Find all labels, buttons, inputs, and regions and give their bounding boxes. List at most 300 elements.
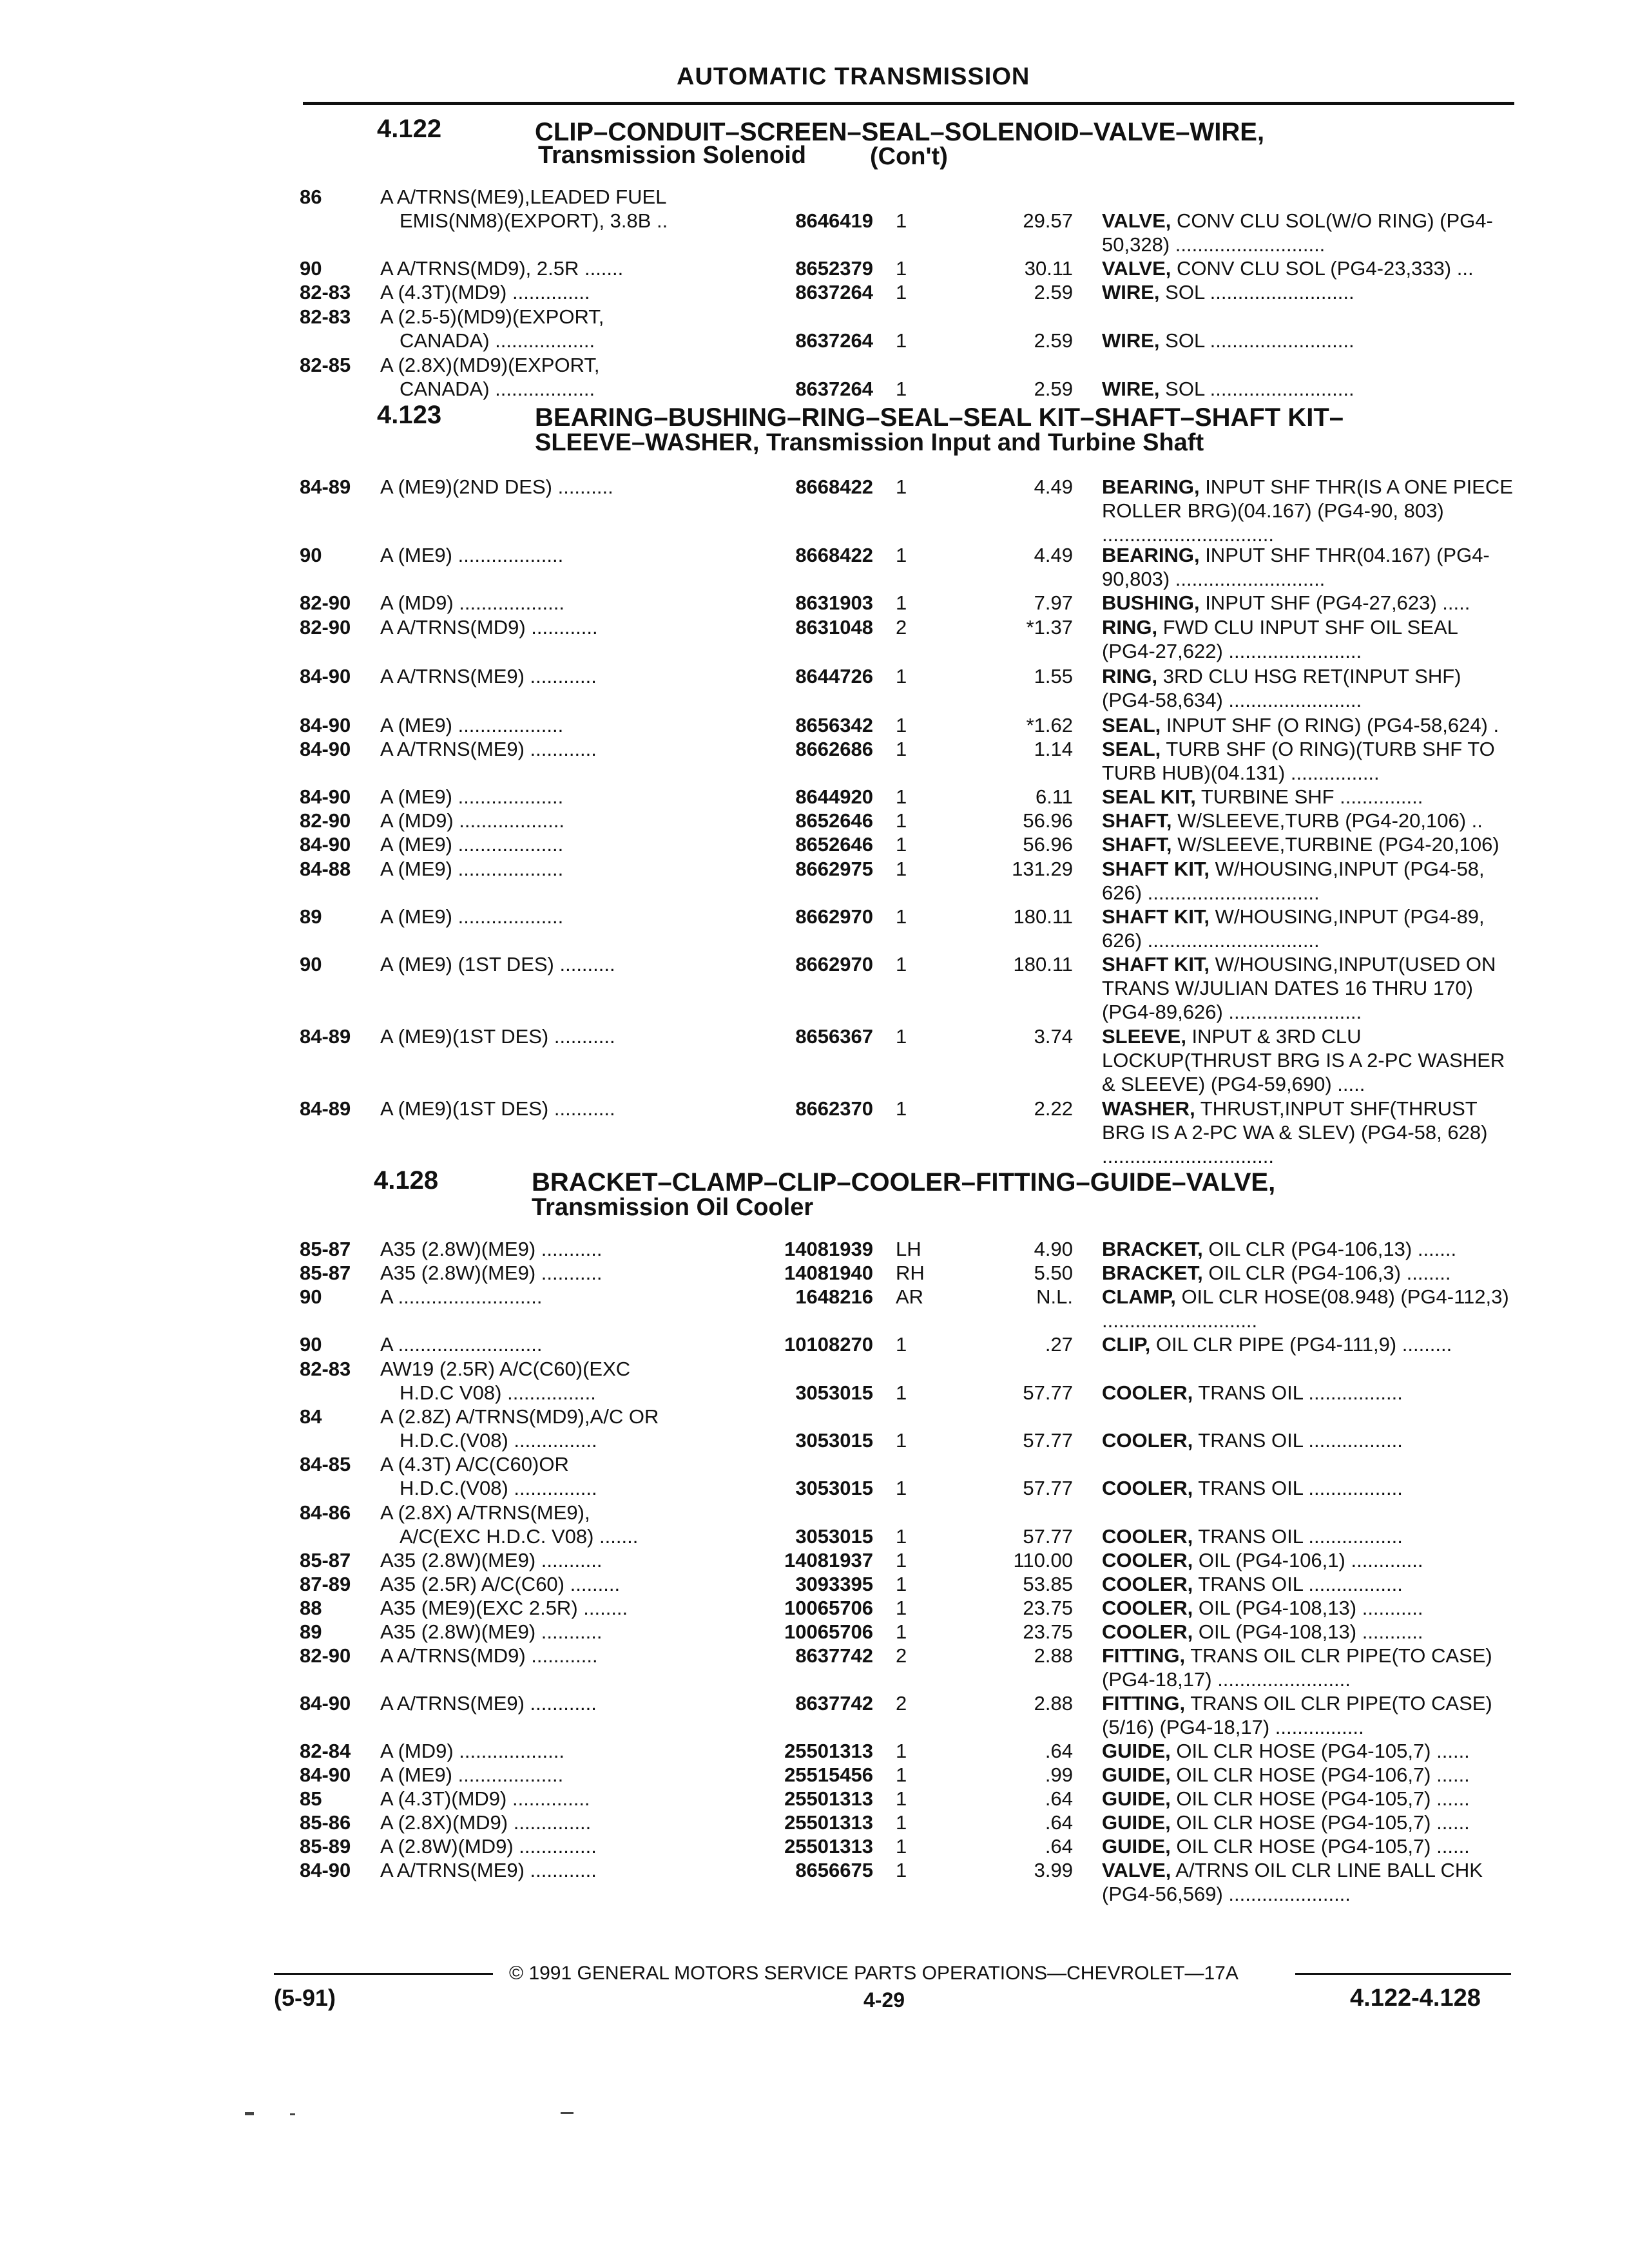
footer-section-range: 4.122-4.128	[1350, 1984, 1481, 2012]
price: 131.29	[1012, 858, 1073, 880]
application-line: A (MD9) ...................	[380, 809, 564, 832]
description	[1102, 209, 1514, 256]
part-number: 8652646	[795, 833, 873, 856]
description-detail: SOL ..........................	[1159, 281, 1354, 303]
year-range: 84-90	[300, 1763, 351, 1786]
description	[1102, 329, 1514, 352]
price: .99	[1045, 1763, 1073, 1786]
quantity: 1	[896, 1859, 907, 1881]
description	[1102, 615, 1514, 663]
price: 23.75	[1023, 1597, 1073, 1619]
year-range: 88	[300, 1597, 322, 1619]
description	[1102, 1428, 1514, 1452]
description	[1102, 1620, 1514, 1644]
description-detail: TURBINE SHF ...............	[1195, 785, 1423, 808]
application-line: A (ME9)(1ST DES) ...........	[380, 1025, 615, 1048]
part-number: 8662975	[795, 858, 873, 880]
year-range: 90	[300, 1333, 322, 1356]
part-number: 25501313	[784, 1787, 873, 1810]
part-number: 8637264	[795, 281, 873, 303]
application-line: A (ME9) ...................	[380, 905, 564, 928]
year-range: 90	[300, 953, 322, 975]
year-range: 84	[300, 1405, 322, 1428]
description	[1102, 1787, 1514, 1811]
description-detail: SOL ..........................	[1159, 378, 1354, 400]
section-number: 4.122	[377, 115, 442, 143]
description	[1102, 1691, 1514, 1739]
description-name: GUIDE,	[1102, 1763, 1171, 1786]
application-line: A (MD9) ...................	[380, 1740, 564, 1762]
part-number: 3053015	[795, 1477, 873, 1499]
scan-speck	[245, 2112, 254, 2115]
application-line: A A/TRNS(MD9), 2.5R .......	[380, 257, 624, 280]
description-name: BEARING,	[1102, 476, 1200, 498]
application-line: A (2.5-5)(MD9)(EXPORT,	[380, 305, 604, 328]
quantity: 1	[896, 1787, 907, 1810]
quantity: 1	[896, 1333, 907, 1356]
footer-rule-right	[1295, 1973, 1511, 1975]
application	[380, 832, 741, 856]
description-name: COOLER,	[1102, 1429, 1193, 1452]
description-name: CLIP,	[1102, 1333, 1151, 1356]
application-line: A (ME9) ...................	[380, 714, 564, 736]
year-range: 82-83	[300, 1358, 351, 1380]
quantity: LH	[896, 1238, 921, 1260]
year-range: 84-90	[300, 714, 351, 736]
application	[380, 1097, 741, 1120]
footer-copyright: © 1991 GENERAL MOTORS SERVICE PARTS OPERATIONS—CHEVROLET—17A	[509, 1963, 1239, 1984]
application	[380, 737, 741, 761]
application	[380, 305, 741, 352]
description	[1102, 952, 1514, 1024]
description-name: SLEEVE,	[1102, 1025, 1186, 1048]
description-detail: OIL (PG4-106,1) .............	[1193, 1549, 1423, 1571]
year-range: 84-89	[300, 1097, 351, 1120]
description	[1102, 1596, 1514, 1620]
application	[380, 809, 741, 832]
quantity: 1	[896, 209, 907, 232]
application	[380, 1024, 741, 1048]
year-range: 84-90	[300, 665, 351, 687]
application	[380, 1787, 741, 1811]
year-range: 85-87	[300, 1238, 351, 1260]
quantity: 1	[896, 476, 907, 498]
application-line: A (2.8Z) A/TRNS(MD9),A/C OR	[380, 1405, 659, 1428]
description-detail: OIL CLR HOSE(08.948) (PG4-112,3) ............................	[1102, 1285, 1509, 1332]
description	[1102, 1476, 1514, 1500]
description-detail: SOL ..........................	[1159, 329, 1354, 352]
application-line: A (MD9) ...................	[380, 591, 564, 614]
price: 1.14	[1034, 738, 1073, 760]
application-line: CANADA) ..................	[400, 329, 595, 352]
price: 7.97	[1034, 591, 1073, 614]
description	[1102, 1644, 1514, 1691]
description	[1102, 1024, 1514, 1096]
description-detail: OIL CLR (PG4-106,13) .......	[1202, 1238, 1457, 1260]
quantity: 2	[896, 1692, 907, 1715]
footer-rule-left	[274, 1973, 493, 1975]
quantity: 2	[896, 1644, 907, 1667]
description-name: COOLER,	[1102, 1597, 1193, 1619]
year-range: 84-90	[300, 738, 351, 760]
part-number: 8668422	[795, 476, 873, 498]
price: .64	[1045, 1835, 1073, 1858]
quantity: 1	[896, 1549, 907, 1571]
application	[380, 664, 741, 688]
section-number: 4.128	[374, 1166, 439, 1195]
application	[380, 905, 741, 928]
application	[380, 1452, 741, 1500]
application-line: A35 (2.5R) A/C(C60) .........	[380, 1573, 621, 1595]
section-subtitle: Transmission Oil Cooler	[532, 1194, 814, 1221]
application-line: AW19 (2.5R) A/C(C60)(EXC	[380, 1358, 631, 1380]
price: 4.49	[1034, 476, 1073, 498]
application	[380, 1763, 741, 1787]
description-name: RING,	[1102, 665, 1158, 687]
application-line: A (2.8W)(MD9) ..............	[380, 1835, 597, 1858]
price: 57.77	[1023, 1477, 1073, 1499]
description-detail: TRANS OIL .................	[1193, 1525, 1403, 1548]
section-title: BRACKET–CLAMP–CLIP–COOLER–FITTING–GUIDE–VALVE,	[532, 1168, 1276, 1196]
part-number: 8644920	[795, 785, 873, 808]
application-line: A (ME9) ...................	[380, 833, 564, 856]
description	[1102, 832, 1514, 856]
application	[380, 1332, 741, 1356]
part-number: 8637264	[795, 378, 873, 400]
description-name: FITTING,	[1102, 1644, 1186, 1667]
quantity: 1	[896, 1381, 907, 1404]
description	[1102, 713, 1514, 737]
part-number: 8637264	[795, 329, 873, 352]
description	[1102, 905, 1514, 952]
section-title: BEARING–BUSHING–RING–SEAL–SEAL KIT–SHAFT–SHAFT KIT–	[535, 403, 1344, 432]
year-range: 82-83	[300, 281, 351, 303]
description-name: BUSHING,	[1102, 591, 1200, 614]
description	[1102, 591, 1514, 615]
application-line: A ..........................	[380, 1285, 543, 1308]
quantity: 1	[896, 1477, 907, 1499]
description-detail: INPUT & 3RD CLU LOCKUP(THRUST BRG IS A 2-PC WASHER & SLEEVE) (PG4-59,690) .....	[1102, 1025, 1505, 1095]
application-line: A35 (2.8W)(ME9) ...........	[380, 1262, 602, 1284]
description-detail: TRANS OIL .................	[1193, 1381, 1403, 1404]
application	[380, 713, 741, 737]
part-number: 8668422	[795, 544, 873, 566]
price: .64	[1045, 1811, 1073, 1834]
description-name: COOLER,	[1102, 1549, 1193, 1571]
description-name: BRACKET,	[1102, 1238, 1203, 1260]
application-line: A (ME9) ...................	[380, 544, 564, 566]
page-header	[303, 63, 1514, 105]
description	[1102, 1834, 1514, 1858]
description-name: RING,	[1102, 616, 1158, 639]
part-number: 14081940	[784, 1262, 873, 1284]
year-range: 90	[300, 257, 322, 280]
application-line: A (ME9) (1ST DES) ..........	[380, 953, 615, 975]
description-detail: THRUST,INPUT SHF(THRUST BRG IS A 2-PC WA & SLEV) (PG4-58, 628) ...............................	[1102, 1097, 1488, 1168]
application-line: A A/TRNS(ME9) ............	[380, 665, 597, 687]
application	[380, 615, 741, 639]
description-detail: OIL CLR HOSE (PG4-106,7) ......	[1170, 1763, 1470, 1786]
year-range: 82-85	[300, 354, 351, 376]
description-detail: W/SLEEVE,TURB (PG4-20,106) ..	[1171, 809, 1483, 832]
description-detail: INPUT SHF (O RING) (PG4-58,624) .	[1161, 714, 1499, 736]
price: 180.11	[1013, 905, 1073, 928]
quantity: 1	[896, 591, 907, 614]
description-detail: OIL CLR HOSE (PG4-105,7) ......	[1170, 1787, 1470, 1810]
application-line: A/C(EXC H.D.C. V08) .......	[400, 1525, 639, 1548]
description	[1102, 857, 1514, 905]
year-range: 85-89	[300, 1835, 351, 1858]
quantity: 1	[896, 329, 907, 352]
description-detail: TRANS OIL CLR PIPE(TO CASE) (PG4-18,17) ........................	[1102, 1644, 1492, 1691]
price: .64	[1045, 1740, 1073, 1762]
year-range: 86	[300, 186, 322, 208]
application-line: H.D.C.(V08) ...............	[400, 1429, 597, 1452]
description-detail: INPUT SHF THR(IS A ONE PIECE ROLLER BRG)(04.167) (PG4-90, 803) ...............................	[1102, 476, 1513, 546]
price: N.L.	[1036, 1285, 1073, 1308]
quantity: 1	[896, 544, 907, 566]
application-line: A (ME9) ...................	[380, 858, 564, 880]
description-detail: A/TRNS OIL CLR LINE BALL CHK (PG4-56,569) ......................	[1102, 1859, 1483, 1905]
description-name: WIRE,	[1102, 378, 1160, 400]
description	[1102, 1811, 1514, 1834]
description-name: BRACKET,	[1102, 1262, 1203, 1284]
application-line: A A/TRNS(ME9),LEADED FUEL	[380, 186, 667, 208]
price: 2.59	[1034, 378, 1073, 400]
quantity: 1	[896, 1597, 907, 1619]
price: 53.85	[1023, 1573, 1073, 1595]
application	[380, 952, 741, 976]
description-name: GUIDE,	[1102, 1787, 1171, 1810]
application	[380, 1357, 741, 1405]
description	[1102, 1858, 1514, 1906]
price: .64	[1045, 1787, 1073, 1810]
part-number: 8652379	[795, 257, 873, 280]
application-line: A (4.3T)(MD9) ..............	[380, 281, 590, 303]
year-range: 84-90	[300, 785, 351, 808]
scan-speck	[561, 2112, 574, 2114]
quantity: 1	[896, 1620, 907, 1643]
description-name: COOLER,	[1102, 1573, 1193, 1595]
application	[380, 1644, 741, 1667]
description-detail: CONV CLU SOL (PG4-23,333) ...	[1171, 257, 1474, 280]
year-range: 85-87	[300, 1549, 351, 1571]
quantity: 2	[896, 616, 907, 639]
description-name: GUIDE,	[1102, 1811, 1171, 1834]
application-line: A (4.3T) A/C(C60)OR	[380, 1453, 569, 1475]
part-number: 8656367	[795, 1025, 873, 1048]
part-number: 3093395	[795, 1573, 873, 1595]
description-name: FITTING,	[1102, 1692, 1186, 1715]
description-detail: OIL (PG4-108,13) ...........	[1193, 1597, 1423, 1619]
application-line: A A/TRNS(ME9) ............	[380, 1692, 597, 1715]
application-line: A (2.8X) A/TRNS(ME9),	[380, 1501, 590, 1524]
description-detail: 3RD CLU HSG RET(INPUT SHF) (PG4-58,634) ........................	[1102, 665, 1461, 711]
price: 29.57	[1023, 209, 1073, 232]
price: 30.11	[1024, 257, 1073, 280]
page-header-title: AUTOMATIC TRANSMISSION	[677, 63, 1030, 90]
description-name: SHAFT,	[1102, 809, 1172, 832]
description-name: VALVE,	[1102, 257, 1171, 280]
description-name: GUIDE,	[1102, 1835, 1171, 1858]
description-detail: W/SLEEVE,TURBINE (PG4-20,106)	[1171, 833, 1499, 856]
description	[1102, 809, 1514, 832]
year-range: 90	[300, 544, 322, 566]
quantity: 1	[896, 1429, 907, 1452]
description-name: WIRE,	[1102, 281, 1160, 303]
part-number: 8646419	[795, 209, 873, 232]
description-name: SHAFT KIT,	[1102, 905, 1210, 928]
quantity: 1	[896, 953, 907, 975]
application-line: CANADA) ..................	[400, 378, 595, 400]
year-range: 82-83	[300, 305, 351, 328]
application	[380, 543, 741, 567]
price: 2.88	[1034, 1692, 1073, 1715]
quantity: 1	[896, 1835, 907, 1858]
description-name: VALVE,	[1102, 209, 1171, 232]
price: 2.22	[1034, 1097, 1073, 1120]
part-number: 8662686	[795, 738, 873, 760]
year-range: 82-90	[300, 1644, 351, 1667]
part-number: 10065706	[784, 1620, 873, 1643]
description-detail: TRANS OIL .................	[1193, 1477, 1403, 1499]
application-line: A (2.8X)(MD9) ..............	[380, 1811, 592, 1834]
description-name: VALVE,	[1102, 1859, 1171, 1881]
part-number: 25501313	[784, 1835, 873, 1858]
section-title: CLIP–CONDUIT–SCREEN–SEAL–SOLENOID–VALVE–WIRE,	[535, 118, 1265, 146]
description	[1102, 1097, 1514, 1168]
application-line: A (ME9)(1ST DES) ...........	[380, 1097, 615, 1120]
price: 3.99	[1034, 1859, 1073, 1881]
application	[380, 475, 741, 499]
description-name: BEARING,	[1102, 544, 1200, 566]
quantity: 1	[896, 785, 907, 808]
description-detail: TRANS OIL CLR PIPE(TO CASE) (5/16) (PG4-18,17) ................	[1102, 1692, 1492, 1738]
part-number: 8656342	[795, 714, 873, 736]
year-range: 89	[300, 1620, 322, 1643]
application	[380, 1691, 741, 1715]
part-number: 8644726	[795, 665, 873, 687]
description-detail: OIL CLR HOSE (PG4-105,7) ......	[1170, 1811, 1470, 1834]
part-number: 25515456	[784, 1763, 873, 1786]
price: 2.59	[1034, 281, 1073, 303]
application-line: A35 (2.8W)(ME9) ...........	[380, 1238, 602, 1260]
description	[1102, 1739, 1514, 1763]
price: 110.00	[1013, 1549, 1073, 1571]
year-range: 90	[300, 1285, 322, 1308]
year-range: 84-86	[300, 1501, 351, 1524]
year-range: 85-87	[300, 1262, 351, 1284]
description	[1102, 737, 1514, 785]
application-line: A (2.8X)(MD9)(EXPORT,	[380, 354, 600, 376]
part-number: 3053015	[795, 1429, 873, 1452]
year-range: 84-89	[300, 476, 351, 498]
quantity: 1	[896, 257, 907, 280]
part-number: 3053015	[795, 1381, 873, 1404]
quantity: 1	[896, 665, 907, 687]
section-subtitle: Transmission Solenoid	[538, 142, 806, 169]
description	[1102, 1285, 1514, 1332]
part-number: 3053015	[795, 1525, 873, 1548]
application-line: A35 (2.8W)(ME9) ...........	[380, 1549, 602, 1571]
application	[380, 591, 741, 615]
description-name: GUIDE,	[1102, 1740, 1171, 1762]
description-name: CLAMP,	[1102, 1285, 1176, 1308]
year-range: 82-84	[300, 1740, 351, 1762]
description-detail: OIL CLR HOSE (PG4-105,7) ......	[1170, 1740, 1470, 1762]
part-number: 14081937	[784, 1549, 873, 1571]
price: 2.88	[1034, 1644, 1073, 1667]
description-detail: W/HOUSING,INPUT(USED ON TRANS W/JULIAN DATES 16 THRU 170) (PG4-89,626) ........................	[1102, 953, 1496, 1023]
description	[1102, 1572, 1514, 1596]
quantity: RH	[896, 1262, 925, 1284]
year-range: 87-89	[300, 1573, 351, 1595]
year-range: 84-88	[300, 858, 351, 880]
part-number: 8656675	[795, 1859, 873, 1881]
quantity: 1	[896, 1740, 907, 1762]
description	[1102, 280, 1514, 304]
quantity: 1	[896, 858, 907, 880]
description-detail: INPUT SHF (PG4-27,623) .....	[1199, 591, 1470, 614]
description-detail: W/HOUSING,INPUT (PG4-89, 626) ...............................	[1102, 905, 1485, 952]
price: 3.74	[1034, 1025, 1073, 1048]
description-detail: OIL CLR HOSE (PG4-105,7) ......	[1170, 1835, 1470, 1858]
quantity: 1	[896, 1573, 907, 1595]
description-name: SHAFT,	[1102, 833, 1172, 856]
description	[1102, 1261, 1514, 1285]
quantity: 1	[896, 738, 907, 760]
price: 180.11	[1013, 953, 1073, 975]
part-number: 8637742	[795, 1644, 873, 1667]
quantity: 1	[896, 378, 907, 400]
application-line: EMIS(NM8)(EXPORT), 3.8B ..	[400, 209, 668, 232]
price: 5.50	[1034, 1262, 1073, 1284]
year-range: 84-90	[300, 1859, 351, 1881]
application	[380, 1501, 741, 1548]
price: 57.77	[1023, 1525, 1073, 1548]
part-number: 8662970	[795, 953, 873, 975]
description-name: COOLER,	[1102, 1620, 1193, 1643]
application	[380, 785, 741, 809]
description-detail: INPUT SHF THR(04.167) (PG4-90,803) ...........................	[1102, 544, 1490, 590]
description-name: SEAL,	[1102, 738, 1161, 760]
description-name: COOLER,	[1102, 1477, 1193, 1499]
application	[380, 1261, 741, 1285]
application	[380, 185, 741, 233]
application-line: A (4.3T)(MD9) ..............	[380, 1787, 590, 1810]
application-line: A A/TRNS(MD9) ............	[380, 616, 598, 639]
year-range: 84-90	[300, 833, 351, 856]
application	[380, 1405, 741, 1452]
part-number: 1648216	[795, 1285, 873, 1308]
application	[380, 1834, 741, 1858]
part-number: 8631048	[795, 616, 873, 639]
application	[380, 1237, 741, 1261]
price: 56.96	[1023, 833, 1073, 856]
year-range: 85-86	[300, 1811, 351, 1834]
part-number: 8631903	[795, 591, 873, 614]
description-detail: W/HOUSING,INPUT (PG4-58, 626) ...............................	[1102, 858, 1485, 904]
price: *1.37	[1026, 616, 1073, 639]
part-number: 8637742	[795, 1692, 873, 1715]
part-number: 14081939	[784, 1238, 873, 1260]
part-number: 8662370	[795, 1097, 873, 1120]
price: 2.59	[1034, 329, 1073, 352]
description-name: SEAL,	[1102, 714, 1161, 736]
section-number: 4.123	[377, 401, 442, 429]
description	[1102, 543, 1514, 591]
part-number: 8652646	[795, 809, 873, 832]
